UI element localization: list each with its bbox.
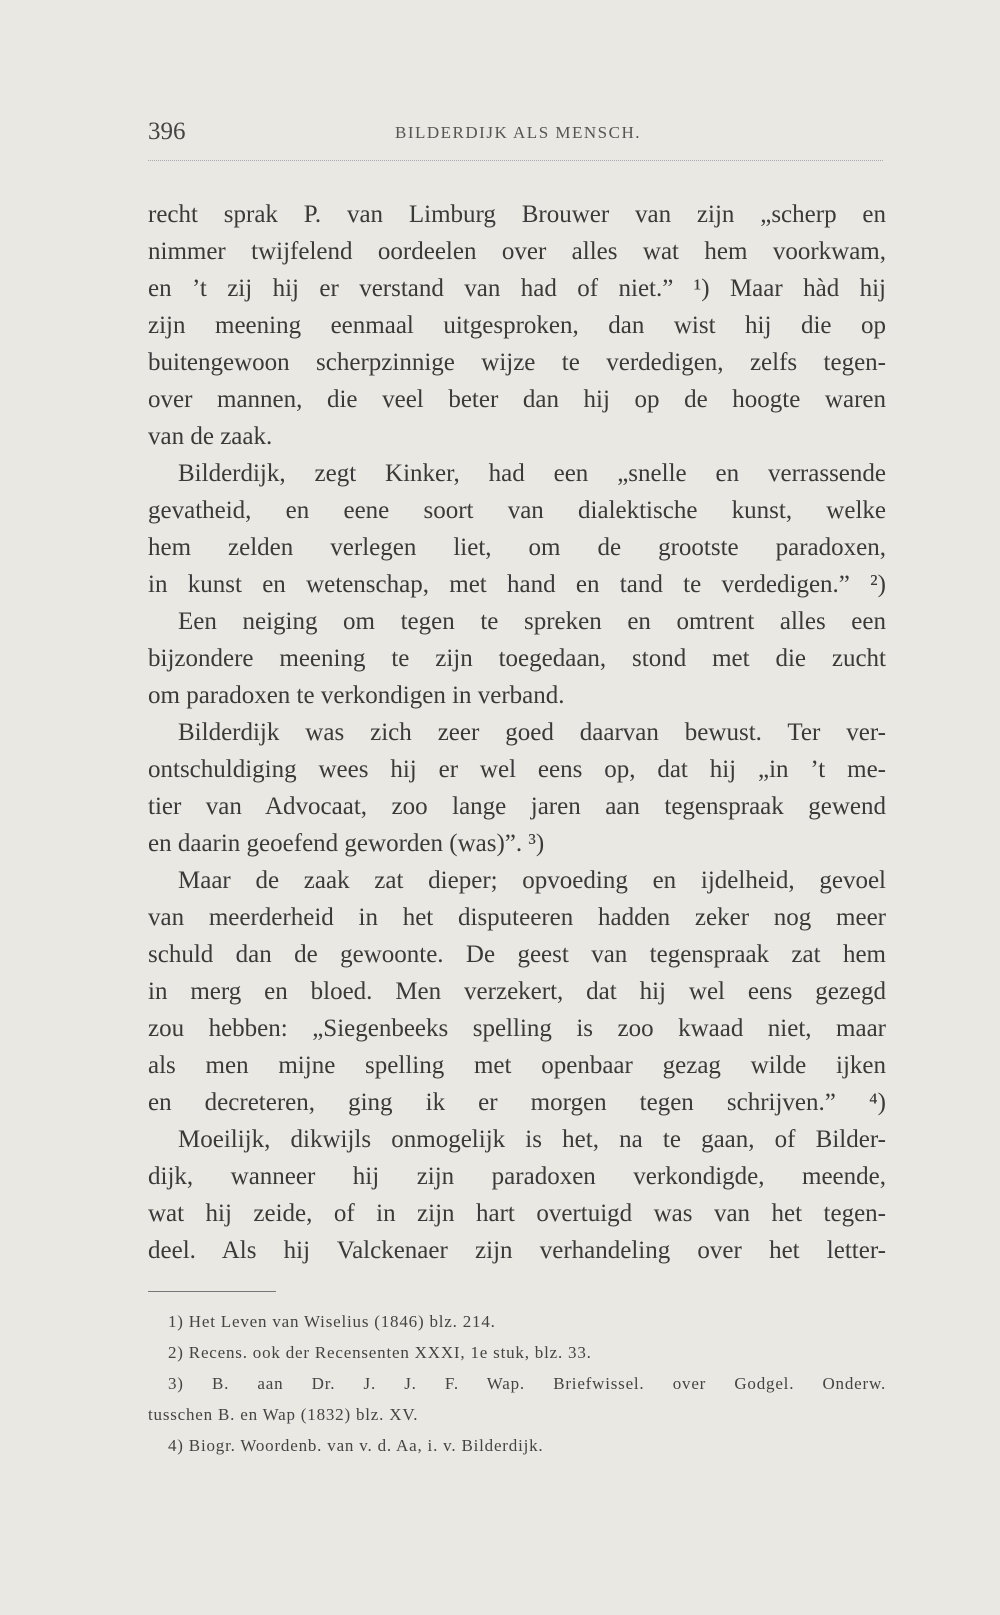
text-line: deel. Als hij Valckenaer zijn verhandeling over het letter- [148, 1237, 886, 1264]
text-line: van de zaak. [148, 423, 273, 450]
text-line: Bilderdijk was zich zeer goed daarvan bewust. Ter ver- [178, 719, 886, 746]
text-line: en daarin geoefend geworden (was)”. ³) [148, 830, 545, 857]
footnote-continuation: tusschen B. en Wap (1832) blz. XV. [148, 1405, 419, 1424]
text-line: Maar de zaak zat dieper; opvoeding en ijdelheid, gevoel [178, 867, 886, 894]
footnote: 3) B. aan Dr. J. J. F. Wap. Briefwissel. over Godgel. Onderw. [168, 1374, 886, 1393]
text-line: om paradoxen te verkondigen in verband. [148, 682, 565, 709]
text-line: dijk, wanneer hij zijn paradoxen verkondigde, meende, [148, 1163, 886, 1190]
text-line: van meerderheid in het disputeeren hadden zeker nog meer [148, 904, 886, 931]
body-text [148, 196, 886, 1269]
text-line: zijn meening eenmaal uitgesproken, dan wist hij die op [148, 312, 886, 339]
footnote: 2) Recens. ook der Recensenten XXXI, 1e stuk, blz. 33. [168, 1343, 592, 1362]
text-line: recht sprak P. van Limburg Brouwer van zijn „scherp en [148, 201, 886, 228]
text-line: tier van Advocaat, zoo lange jaren aan tegenspraak gewend [148, 793, 886, 820]
text-line: hem zelden verlegen liet, om de grootste paradoxen, [148, 534, 886, 561]
text-line: Een neiging om tegen te spreken en omtrent alles een [178, 608, 886, 635]
text-line: in merg en bloed. Men verzekert, dat hij wel eens gezegd [148, 978, 886, 1005]
text-line: bijzondere meening te zijn toegedaan, stond met die zucht [148, 645, 886, 672]
text-line: als men mijne spelling met openbaar gezag wilde ijken [148, 1052, 886, 1079]
text-line: gevatheid, en eene soort van dialektische kunst, welke [148, 497, 886, 524]
text-line: over mannen, die veel beter dan hij op de hoogte waren [148, 386, 886, 413]
running-title: BILDERDIJK ALS MENSCH. [395, 123, 641, 142]
text-line: wat hij zeide, of in zijn hart overtuigd was van het tegen- [148, 1200, 886, 1227]
page-number: 396 [148, 118, 186, 145]
text-line: Bilderdijk, zegt Kinker, had een „snelle en verrassende [178, 460, 886, 487]
page-header [148, 118, 888, 148]
footnote-rule [148, 1291, 276, 1292]
footnotes [148, 1306, 886, 1461]
text-line: en decreteren, ging ik er morgen tegen schrijven.” ⁴) [148, 1089, 886, 1116]
text-line: Moeilijk, dikwijls onmogelijk is het, na te gaan, of Bilder- [178, 1126, 886, 1153]
text-line: schuld dan de gewoonte. De geest van tegenspraak zat hem [148, 941, 886, 968]
footnote: 1) Het Leven van Wiselius (1846) blz. 214. [168, 1312, 496, 1331]
text-line: ontschuldiging wees hij er wel eens op, dat hij „in ’t me- [148, 756, 886, 783]
text-line: zou hebben: „Siegenbeeks spelling is zoo kwaad niet, maar [148, 1015, 886, 1042]
text-line: in kunst en wetenschap, met hand en tand te verdedigen.” ²) [148, 571, 886, 598]
text-line: en ’t zij hij er verstand van had of niet.” ¹) Maar hàd hij [148, 275, 886, 302]
header-rule [148, 160, 883, 161]
text-line: nimmer twijfelend oordeelen over alles wat hem voorkwam, [148, 238, 886, 265]
footnote: 4) Biogr. Woordenb. van v. d. Aa, i. v. Bilderdijk. [168, 1436, 544, 1455]
text-line: buitengewoon scherpzinnige wijze te verdedigen, zelfs tegen- [148, 349, 886, 376]
